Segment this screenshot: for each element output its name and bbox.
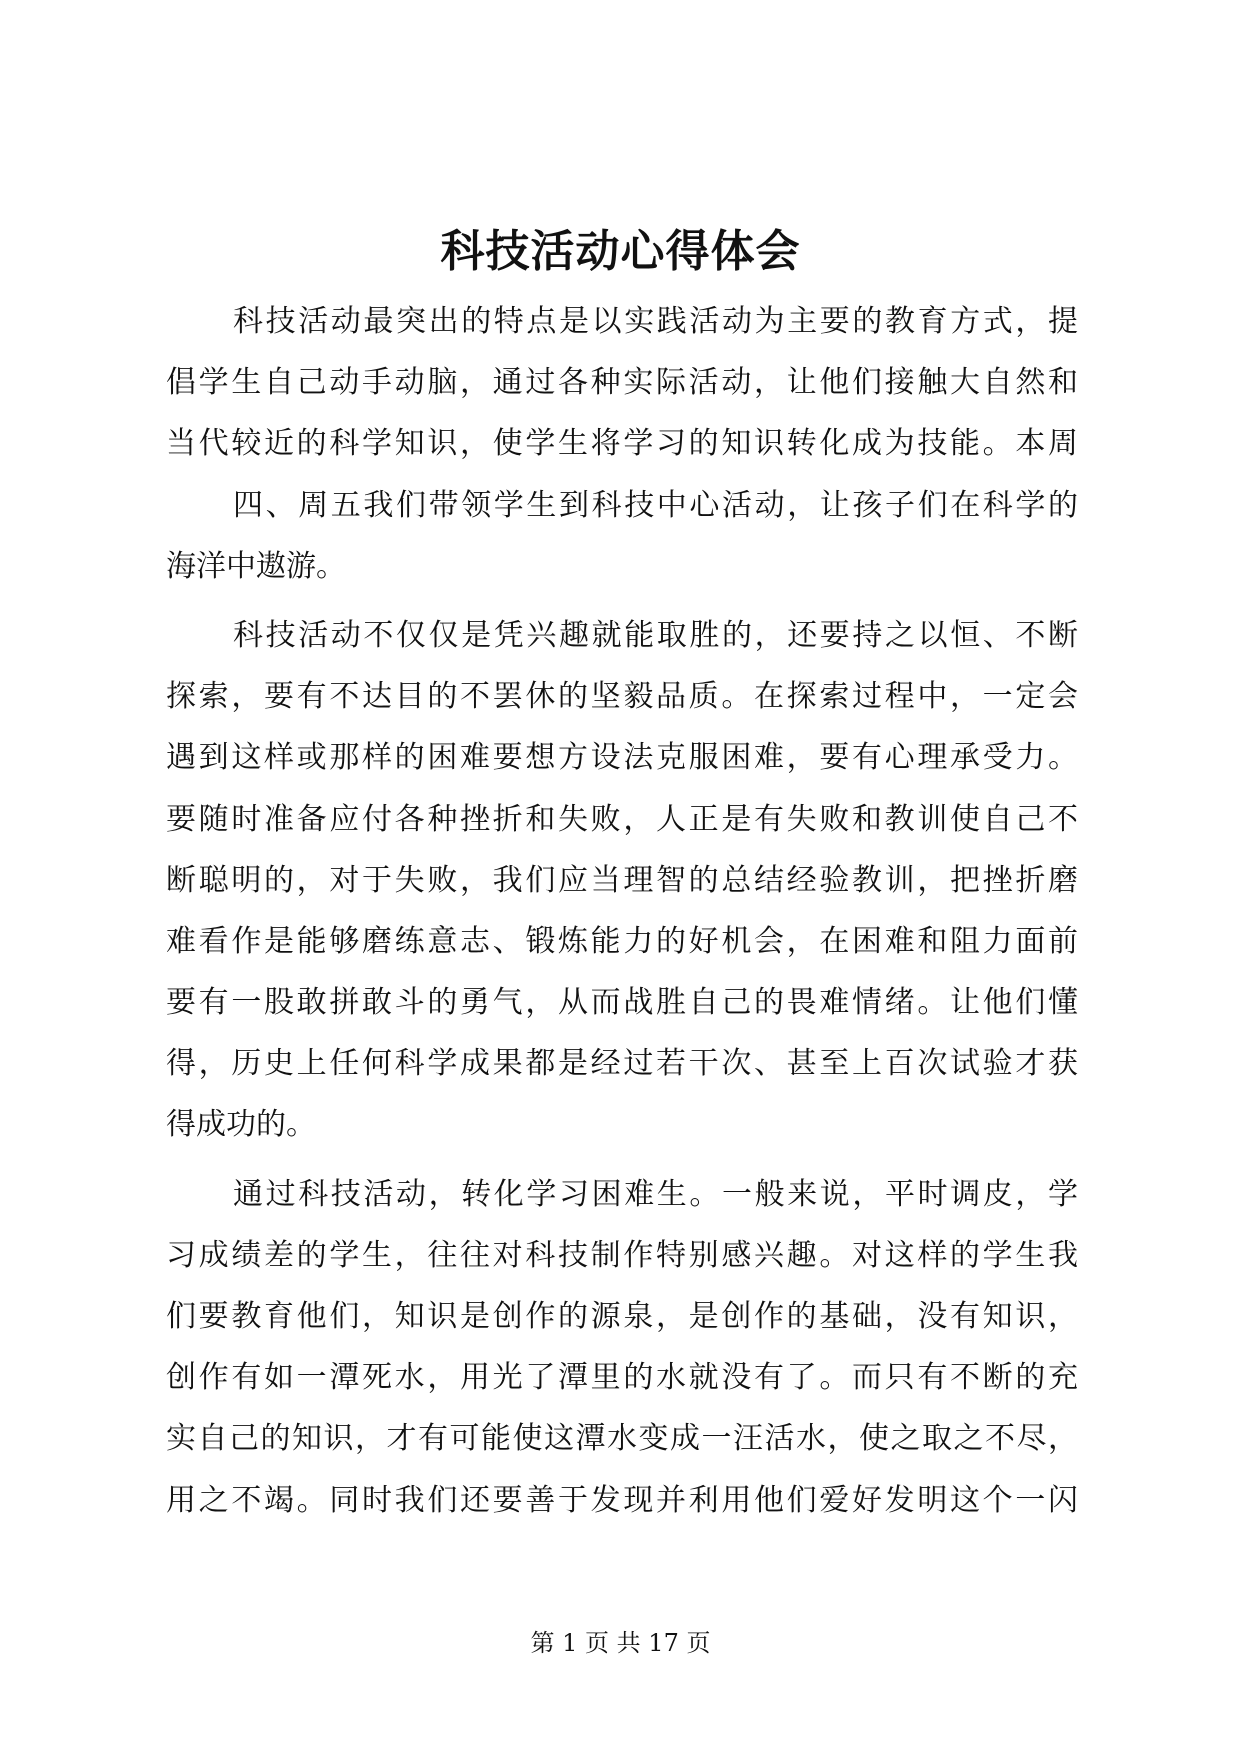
text-line: 得，历史上任何科学成果都是经过若干次、甚至上百次试验才获 [166, 1046, 1078, 1082]
text-line: 四、周五我们带领学生到科技中心活动，让孩子们在科学的 [233, 487, 1078, 523]
text-line: 遇到这样或那样的困难要想方设法克服困难，要有心理承受力。 [166, 740, 1078, 776]
text-line: 们要教育他们，知识是创作的源泉，是创作的基础，没有知识， [166, 1299, 1078, 1334]
text-line: 科技活动最突出的特点是以实践活动为主要的教育方式，提 [233, 304, 1078, 339]
text-line: 要有一股敢拼敢斗的勇气，从而战胜自己的畏难情绪。让他们懂 [166, 985, 1078, 1021]
paragraph [166, 605, 1078, 1156]
text-line: 习成绩差的学生，往往对科技制作特别感兴趣。对这样的学生我 [166, 1237, 1078, 1273]
text-line: 倡学生自己动手动脑，通过各种实际活动，让他们接触大自然和 [166, 365, 1078, 401]
text-line: 用之不竭。同时我们还要善于发现并利用他们爱好发明这个一闪 [166, 1482, 1078, 1518]
document-body [166, 291, 1078, 1531]
paragraph [166, 1164, 1078, 1531]
text-line: 实自己的知识，才有可能使这潭水变成一汪活水，使之取之不尽， [166, 1421, 1078, 1457]
page-footer: 第 1 页 共 17 页 [530, 1629, 711, 1657]
text-line: 要随时准备应付各种挫折和失败，人正是有失败和教训使自己不 [166, 801, 1078, 837]
text-line: 海洋中遨游。 [166, 548, 346, 584]
text-line: 得成功的。 [166, 1107, 316, 1143]
paragraph [166, 475, 1078, 597]
document-title: 科技活动心得体会 [440, 226, 801, 277]
paragraph [166, 291, 1078, 475]
text-line: 科技活动不仅仅是凭兴趣就能取胜的，还要持之以恒、不断 [233, 617, 1078, 653]
text-line: 创作有如一潭死水，用光了潭里的水就没有了。而只有不断的充 [166, 1360, 1078, 1396]
text-line: 通过科技活动，转化学习困难生。一般来说，平时调皮，学 [233, 1176, 1078, 1212]
text-line: 断聪明的，对于失败，我们应当理智的总结经验教训，把挫折磨 [166, 862, 1078, 898]
text-line: 当代较近的科学知识，使学生将学习的知识转化成为技能。本周 [166, 426, 1078, 462]
text-line: 探索，要有不达目的不罢休的坚毅品质。在探索过程中，一定会 [166, 679, 1078, 715]
text-line: 难看作是能够磨练意志、锻炼能力的好机会，在困难和阻力面前 [166, 923, 1078, 959]
